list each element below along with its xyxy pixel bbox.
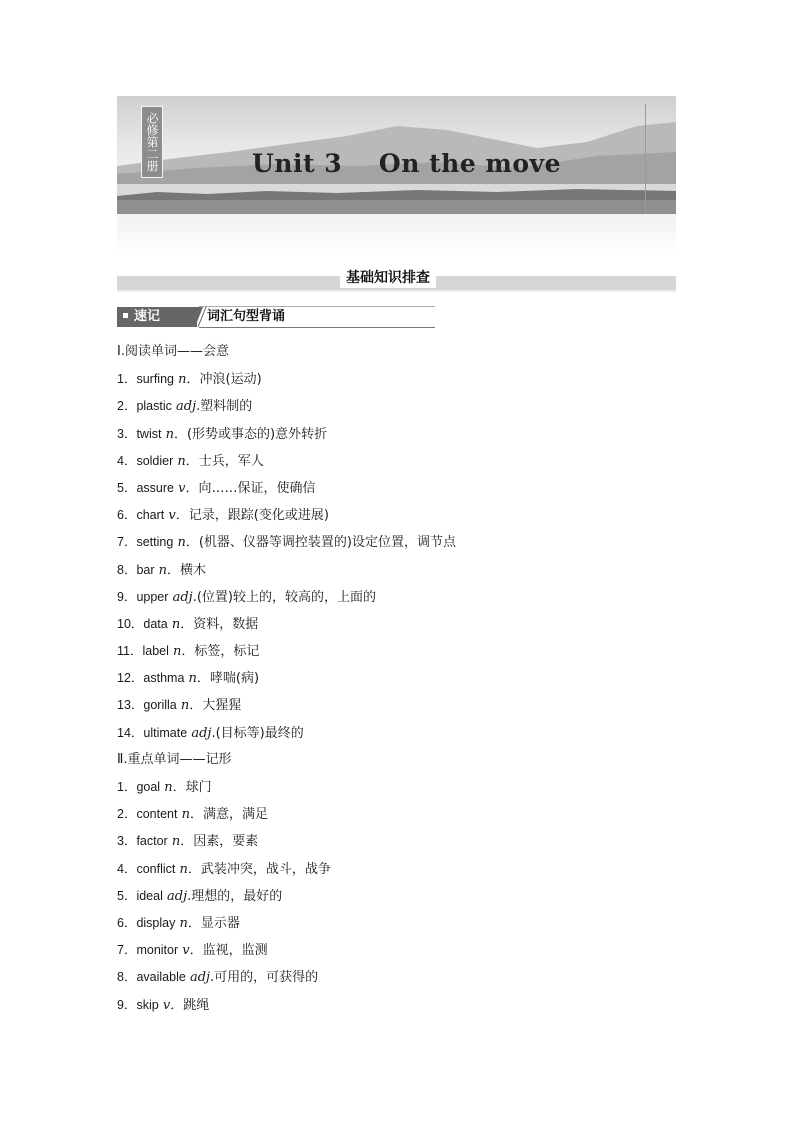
book-volume-tab: 必修第二册 [141, 106, 163, 178]
item-word: surfing [136, 372, 174, 387]
item-word: label [142, 644, 169, 659]
tag-bottom-rule [199, 327, 435, 328]
vocab-item [117, 505, 717, 532]
item-number: 2． [117, 399, 137, 414]
item-number: 11． [117, 644, 143, 659]
item-number: 9． [117, 589, 137, 604]
item-definition: ．向……保证，使确信 [185, 480, 316, 496]
item-part-of-speech: n [158, 562, 168, 578]
item-word: soldier [136, 453, 174, 468]
vocab-item [117, 641, 717, 668]
item-word: ideal [136, 888, 163, 903]
item-definition: ．士兵，军人 [185, 453, 264, 469]
vocab-item [117, 451, 717, 478]
item-number: 6． [117, 508, 137, 523]
item-word: upper [136, 589, 169, 604]
unit-title: Unit 3 On the move [252, 149, 561, 178]
item-word: gorilla [143, 698, 177, 713]
item-number: 2． [117, 807, 137, 822]
item-number: 7． [117, 943, 137, 958]
vocab-item [117, 396, 717, 423]
item-word: asthma [143, 671, 185, 686]
item-definition: ．冲浪(运动) [186, 372, 262, 388]
section-title: 基础知识排查 [340, 268, 436, 288]
item-word: setting [136, 535, 174, 550]
item-definition: .理想的，最好的 [187, 888, 283, 904]
vocab-item [117, 587, 717, 614]
item-part-of-speech: v [178, 480, 186, 496]
item-part-of-speech: n [178, 372, 187, 388]
item-word: chart [136, 508, 165, 523]
item-word: plastic [136, 399, 172, 414]
item-definition: .(位置)较上的，较高的，上面的 [192, 589, 376, 605]
vocab-item [117, 995, 717, 1022]
item-word: display [136, 915, 176, 930]
item-definition: ．记录，跟踪(变化或进展) [175, 508, 329, 524]
part1-heading: Ⅰ.阅读单词——会意 [117, 344, 229, 359]
section-band-divider [117, 290, 676, 292]
item-number: 8． [117, 970, 137, 985]
item-number: 3． [117, 426, 137, 441]
item-number: 6． [117, 915, 137, 930]
item-word: factor [136, 834, 168, 849]
banner-frame [129, 104, 646, 225]
vocab-item [117, 369, 717, 396]
item-part-of-speech: adj [191, 725, 212, 741]
vocab-item [117, 695, 717, 722]
speed-memo-tag [117, 307, 435, 327]
item-definition: .塑料制的 [196, 399, 253, 415]
item-definition: .可用的，可获得的 [210, 970, 319, 986]
item-word: goal [136, 780, 161, 794]
item-definition: ．显示器 [187, 915, 240, 931]
item-part-of-speech: n [171, 834, 181, 850]
item-part-of-speech: n [164, 780, 173, 795]
item-definition: ．满意，满足 [189, 807, 268, 823]
item-definition: .(目标等)最终的 [211, 725, 304, 741]
item-word: available [136, 970, 186, 985]
item-part-of-speech: adj [167, 888, 188, 904]
vocab-item [117, 777, 717, 804]
item-part-of-speech: n [165, 426, 174, 442]
banner-shadow [117, 214, 676, 256]
item-word: assure [136, 480, 174, 495]
item-word: conflict [136, 861, 176, 876]
item-part-of-speech: n [181, 807, 190, 823]
item-part-of-speech: v [162, 997, 171, 1013]
item-word: skip [136, 997, 159, 1012]
vocabulary-list [117, 342, 717, 1022]
item-definition: ．横木 [167, 562, 207, 578]
part2-items [117, 777, 717, 1022]
item-part-of-speech: n [179, 861, 188, 877]
vocab-item [117, 940, 717, 967]
vocab-item [117, 859, 717, 886]
item-word: content [136, 807, 178, 822]
item-part-of-speech: n [188, 671, 197, 687]
item-part-of-speech: n [173, 644, 182, 660]
part1-items [117, 369, 717, 750]
vocab-item [117, 831, 717, 858]
item-number: 1． [117, 780, 137, 794]
item-definition: ．监视，监测 [189, 943, 268, 959]
tag-label: 速记 [134, 309, 161, 324]
item-definition: ．资料，数据 [180, 616, 259, 632]
vocab-item [117, 913, 717, 940]
vocab-item [117, 614, 717, 641]
unit-banner [117, 96, 676, 256]
tag-subtitle: 词汇句型背诵 [207, 309, 286, 324]
item-number: 10． [117, 616, 144, 631]
vocab-item [117, 668, 717, 695]
square-bullet-icon [123, 313, 128, 318]
item-definition: ．球门 [172, 780, 212, 795]
item-definition: ．武装冲突，战斗，战争 [187, 861, 331, 877]
part2-heading: Ⅱ.重点单词——记形 [117, 751, 232, 767]
item-word: bar [136, 562, 155, 577]
item-word: twist [136, 426, 162, 441]
item-part-of-speech: v [168, 508, 176, 524]
double-slash-icon [189, 307, 207, 327]
item-word: monitor [136, 943, 179, 958]
item-number: 5． [117, 480, 137, 495]
item-word: data [143, 616, 168, 631]
item-part-of-speech: adj [176, 399, 197, 415]
item-number: 14． [117, 725, 144, 740]
item-number: 12． [117, 671, 144, 686]
item-definition: ．标签，标记 [181, 644, 260, 660]
item-part-of-speech: n [180, 698, 190, 714]
item-definition: ．(机器、仪器等调控装置的)设定位置，调节点 [185, 535, 456, 551]
item-definition: ．哮喘(病) [196, 671, 260, 687]
item-number: 9． [117, 997, 137, 1012]
item-part-of-speech: n [177, 453, 186, 469]
vocab-item [117, 532, 717, 559]
item-word: ultimate [143, 725, 188, 740]
vocab-item [117, 478, 717, 505]
item-part-of-speech: v [182, 943, 190, 959]
item-number: 1． [117, 372, 137, 387]
item-number: 5． [117, 888, 137, 903]
item-definition: ．跳绳 [170, 997, 210, 1013]
vocab-item [117, 967, 717, 994]
item-part-of-speech: n [179, 915, 188, 931]
item-number: 4． [117, 453, 137, 468]
vocab-item [117, 886, 717, 913]
vocab-item [117, 560, 717, 587]
item-number: 7． [117, 535, 137, 550]
vocab-item [117, 424, 717, 451]
vocab-item [117, 804, 717, 831]
vocab-item [117, 723, 717, 750]
item-number: 4． [117, 861, 137, 876]
item-part-of-speech: n [171, 616, 181, 632]
item-part-of-speech: adj [189, 970, 211, 986]
item-part-of-speech: adj [172, 589, 193, 605]
item-part-of-speech: n [177, 535, 186, 551]
item-definition: ．大猩猩 [189, 698, 242, 714]
item-definition: ．因素，要素 [180, 834, 259, 850]
item-definition: ．(形势或事态的)意外转折 [173, 426, 328, 442]
item-number: 13． [117, 698, 144, 713]
item-number: 8． [117, 562, 137, 577]
item-number: 3． [117, 834, 137, 849]
tag-label-box [117, 307, 197, 327]
